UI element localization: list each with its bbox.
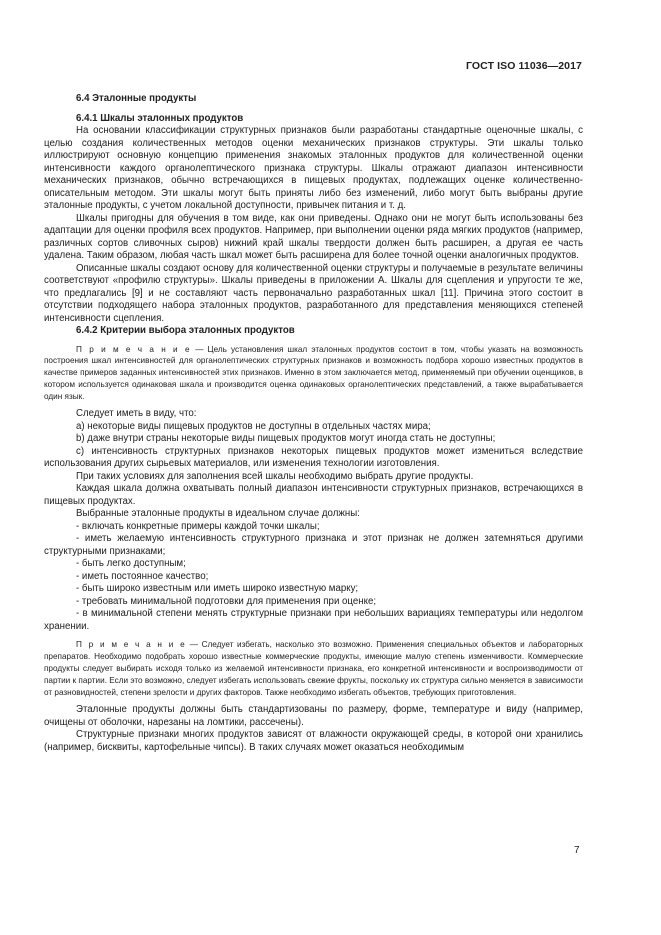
list-item: - в минимальной степени менять структурные признаки при небольших вариациях температуры или недолгом хранении.: [44, 608, 583, 632]
list-item: b) даже внутри страны некоторые виды пищевых продуктов могут иногда стать не доступны;: [76, 433, 496, 445]
list-item: - включать конкретные примеры каждой точки шкалы;: [76, 520, 320, 532]
note-text: — Цель установления шкал эталонных продуктов состоит в том, чтобы указать на возможность построения шкал интенсивностей для органолептических структурных признаков и возможность подбора хорошо известных продуктов в качестве примеров заданных интенсивностей этих признаков. Именно в этом заключается метод, применяемый при обучении оценщиков, в котором используется одинаковая шкала и производится оценка одинаковых органолептических представлений, а также вырабатывается один язык.: [44, 344, 583, 401]
list-item: - быть широко известным или иметь широко известную марку;: [76, 583, 359, 595]
note-label: П р и м е ч а н и е: [76, 344, 192, 354]
paragraph: Каждая шкала должна охватывать полный диапазон интенсивности структурных признаков, встречающихся в пищевых продуктах.: [44, 483, 583, 507]
list-item: а) некоторые виды пищевых продуктов не доступны в отдельных частях мира;: [76, 420, 431, 432]
list-item: - быть легко доступным;: [76, 558, 186, 570]
list-item: - требовать минимальной подготовки для применения при оценке;: [76, 595, 377, 607]
paragraph: При таких условиях для заполнения всей шкалы необходимо выбрать другие продукты.: [76, 470, 474, 482]
list-item: - иметь желаемую интенсивность структурного признака и этот признак не должен затемняться другими структурными признаками;: [44, 533, 583, 557]
paragraph: На основании классификации структурных признаков были разработаны стандартные оценочные шкалы, с целью создания количественных методов оценки механических признаков структуры. Эти шкалы только иллюстрируют основную концепцию применения знакомых эталонных продуктов для количественной оценки интенсивности каждого органолептического признака структуры. Шкалы отражают диапазон интенсивности механических признаков, обычно встречающихся в пищевых продуктах, подлежащих оценке количественно-описательным методом. Эти шкалы могут быть приняты либо без изменений, либо могут быть выбраны другие эталонные продукты, с учетом локальной доступности, привычек питания и т. д.: [44, 125, 583, 211]
note-text: — Следует избегать, насколько это возможно. Применения специальных объектов и лабораторных препаратов. Необходимо подобрать хорошо известные коммерческие продукты, имеющие малую степень изменчивости. Коммерческие продукты следует выбирать исходя только из желаемой интенсивности признака, его конкретной интенсивности и воспроизводимости от партии к партии. Если это возможно, следует избегать использовать свежие фрукты, поскольку их структура сильно меняется в зависимости от разновидностей, степени зрелости и других факторов. Также необходимо избегать объектов, требующих приготовления.: [44, 640, 583, 697]
note-block: [44, 639, 583, 698]
paragraph: Шкалы пригодны для обучения в том виде, как они приведены. Однако они не могут быть использованы без адаптации для оценки профиля всех продуктов. Например, при выполнении оценки ряда мягких продуктов (например, различных сортов сливочных сыров) нижний край шкалы твердости должен быть расширен, а другая ее часть удалена. Таким образом, любая часть шкал может быть расширена для более точной оценки аналогичных продуктов.: [44, 212, 583, 261]
note-label: П р и м е ч а н и е: [76, 640, 187, 650]
list-item: - иметь постоянное качество;: [76, 570, 209, 582]
document-body: [44, 93, 583, 754]
section-heading-6-4-2: 6.4.2 Критерии выбора эталонных продуктов: [76, 325, 295, 336]
paragraph: Следует иметь в виду, что:: [76, 408, 197, 420]
paragraph: Эталонные продукты должны быть стандартизованы по размеру, форме, температуре и виду (например, очищены от оболочки, нарезаны на ломтики, рассечены).: [44, 704, 583, 728]
note-block: [44, 344, 583, 403]
section-heading-6-4-1: 6.4.1 Шкалы эталонных продуктов: [76, 112, 244, 124]
paragraph: Структурные признаки многих продуктов зависят от влажности окружающей среды, в которой они хранились (например, бисквиты, картофельные чипсы). В таких случаях может оказаться необходимым: [44, 729, 583, 753]
list-item: с) интенсивность структурных признаков некоторых пищевых продуктов может измениться вследствие использования других сырьевых материалов, или изменения технологии изготовления.: [44, 445, 583, 470]
section-heading-6-4: 6.4 Эталонные продукты: [76, 93, 197, 104]
paragraph: Выбранные эталонные продукты в идеальном случае должны:: [76, 508, 360, 520]
page-number: 7: [574, 845, 580, 856]
paragraph: Описанные шкалы создают основу для количественной оценки структуры и получаемые в результате величины соответствуют «профилю структуры». Шкалы приведены в приложении А. Шкалы для сцепления и упругости те же, что предлагались [9] и не составляют часть первоначально разработанных шкал [11]. Причина этого состоит в отсутствии подходящего набора эталонных продуктов, разработанного для представления меняющихся степеней интенсивности сцепления.: [44, 262, 583, 324]
document-code: ГОСТ ISO 11036—2017: [465, 60, 582, 72]
